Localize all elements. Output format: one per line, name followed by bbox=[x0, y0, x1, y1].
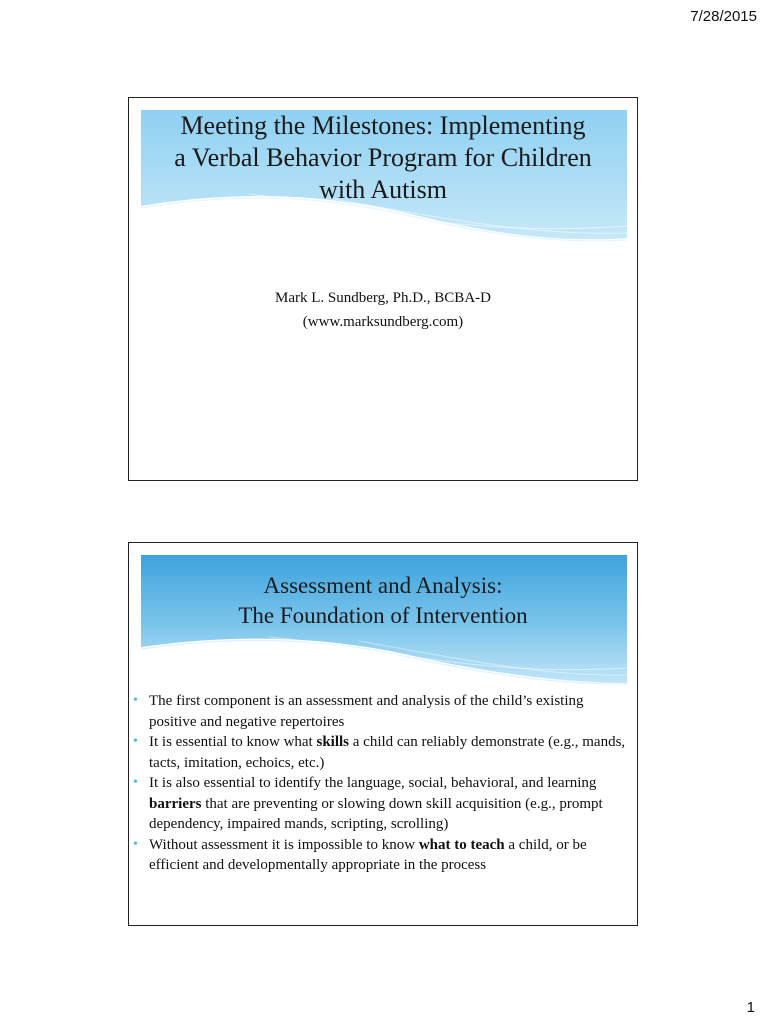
slide1-title-line: a Verbal Behavior Program for Children bbox=[174, 143, 592, 172]
bullet-item bbox=[133, 732, 631, 773]
slide1-title-line: Meeting the Milestones: Implementing bbox=[180, 111, 586, 140]
page-number: 1 bbox=[746, 999, 755, 1016]
slide1-author-block bbox=[129, 286, 637, 334]
slide2-title bbox=[129, 571, 637, 631]
bullet-dot-icon: • bbox=[133, 775, 138, 790]
bullet-text: It is also essential to identify the language, social, behavioral, and learning bbox=[149, 775, 597, 791]
slide-title-page bbox=[128, 97, 638, 481]
bullet-item bbox=[133, 835, 631, 876]
bullet-text: Without assessment it is impossible to know bbox=[149, 836, 419, 853]
bullet-text: a child can reliably demonstrate (e.g., mands, tacts, imitation, echoics, etc.) bbox=[149, 734, 626, 771]
bullet-emphasis: skills bbox=[316, 734, 350, 750]
bullet-list bbox=[133, 691, 631, 876]
author-name: Mark L. Sundberg, Ph.D., BCBA-D bbox=[275, 290, 491, 306]
slide-assessment bbox=[128, 542, 638, 926]
bullet-item bbox=[133, 691, 631, 732]
slide1-title bbox=[129, 110, 637, 206]
bullet-text: that are preventing or slowing down skill acquisition (e.g., prompt dependency, impaired mands, scripting, scrolling) bbox=[149, 795, 603, 832]
bullet-text: a child, or be efficient and developmentally appropriate in the process bbox=[149, 836, 587, 873]
author-website: (www.marksundberg.com) bbox=[302, 314, 464, 330]
bullet-text: It is essential to know what bbox=[149, 734, 317, 750]
bullet-dot-icon: • bbox=[133, 836, 138, 852]
slide2-title-line: The Foundation of Intervention bbox=[238, 603, 528, 628]
page-date: 7/28/2015 bbox=[690, 8, 757, 25]
bullet-emphasis: barriers bbox=[149, 795, 202, 812]
slide1-title-line: with Autism bbox=[319, 175, 447, 204]
bullet-item bbox=[133, 773, 631, 835]
slide2-title-line: Assessment and Analysis: bbox=[263, 573, 503, 598]
bullet-dot-icon: • bbox=[133, 693, 138, 708]
bullet-dot-icon: • bbox=[133, 734, 138, 749]
bullet-emphasis: what to teach bbox=[418, 836, 505, 853]
bullet-text: The first component is an assessment and analysis of the child’s existing positive and negative repertoires bbox=[149, 693, 584, 730]
